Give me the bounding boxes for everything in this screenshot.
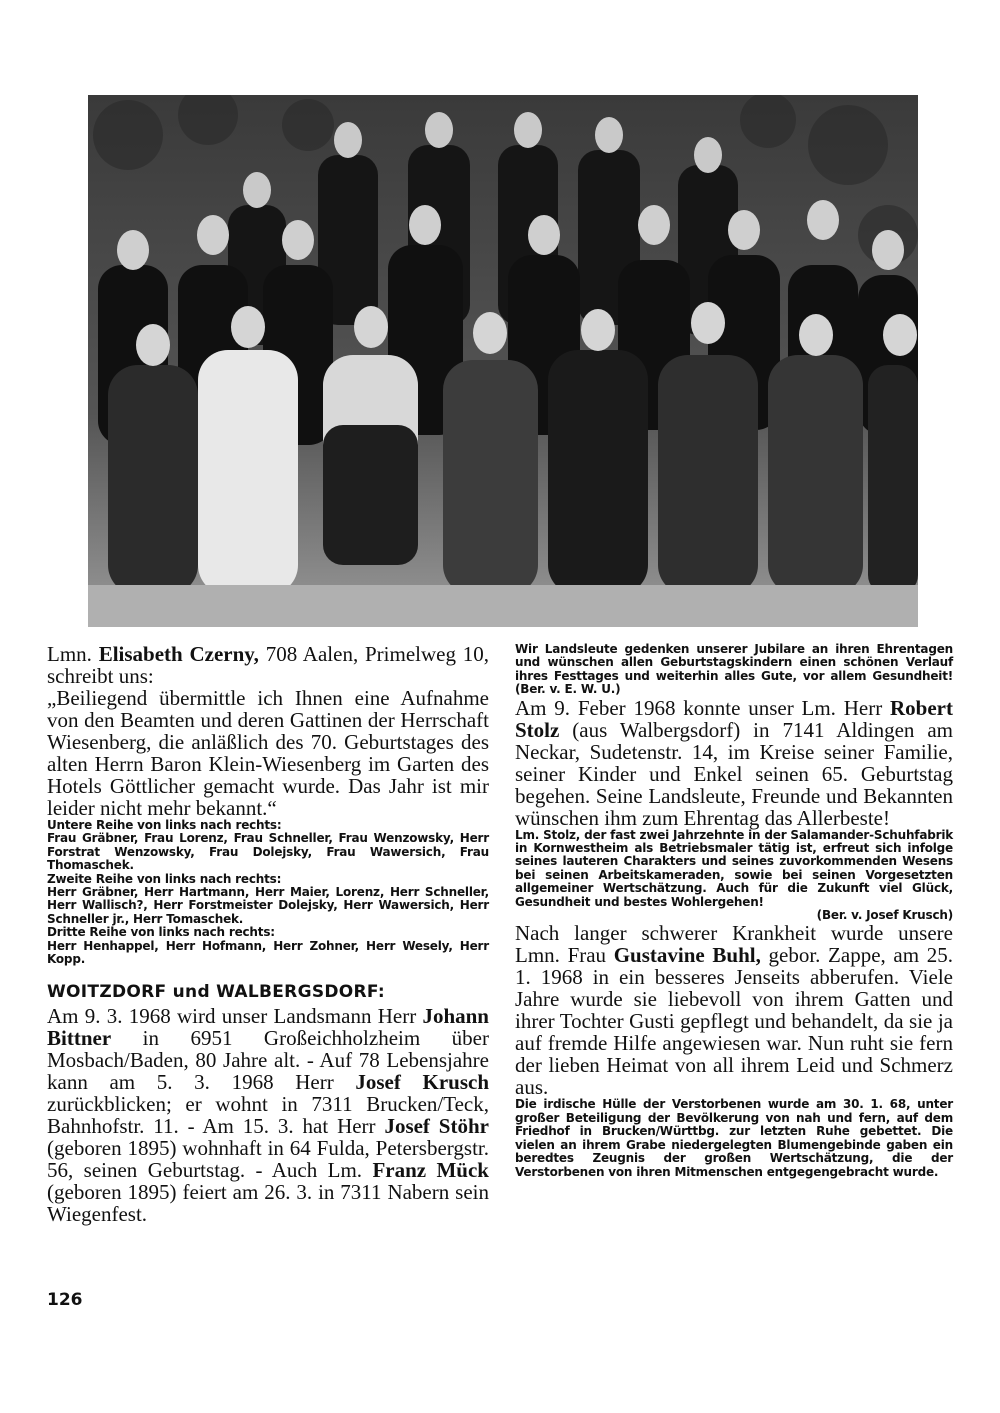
photo-illustration	[88, 95, 918, 627]
birthday-paragraph: Am 9. 3. 1968 wird unser Landsmann Herr Johann Bittner in 6951 Großeichholzheim über Mosbach/Baden, 80 Jahre alt. - Auf 78 Lebensjahre kann am 5. 3. 1968 Herr Josef Krusch zurückblicken; er wohnt in 7311 Brucken/Teck, Bahnhofstr. 11. - Am 15. 3. hat Herr Josef Stöhr (geboren 1895) wohnhaft in 64 Fulda, Petersbergstr. 56, seinen Geburtstag. - Auch Lm. Franz Mück (geboren 1895) feiert am 26. 3. in 7311 Nabern sein Wiegenfest.	[47, 1004, 490, 1227]
caption-row-label: Untere Reihe von links nach rechts:	[47, 818, 282, 832]
funeral-note: Die irdische Hülle der Verstorbenen wurde am 30. 1. 68, unter großer Beteiligung der Bevölkerung von nah und fern, auf dem Friedhof in Brucken/Württbg. zur letzten Ruhe gebettet. Die vielen an ihrem Grabe niedergelegten Blumengebinde gaben ein beredtes Zeugnis der großen Wertschätzung, die der Verstorbenen von ihren Mitmenschen entgegengebracht wurde.	[515, 1097, 953, 1179]
obituary-paragraph: Nach langer schwerer Krankheit wurde unsere Lmn. Frau Gustavine Buhl, gebor. Zappe, am 25. 1. 1968 in ein besseres Jenseits abberufen. Viele Jahre wurde sie liebevoll von ihrem Gatten und ihrer Tochter Gusti gepflegt und behandelt, da sie ja auf fremde Hilfe angewiesen war. Nun ruht sie fern der lieben Heimat von all ihrem Leid und Schmerz aus.	[515, 921, 953, 1100]
stolz-paragraph: Am 9. Feber 1968 konnte unser Lm. Herr Robert Stolz (aus Walbergsdorf) in 7141 Aldingen am Neckar, Sudetenstr. 14, im Kreise seiner Familie, seiner Kinder und Enkel seinen 65. Geburtstag begehen. Seine Landsleute, Freunde und Bekannten wünschen ihm zum Ehrentag das Allerbeste!	[515, 695, 953, 830]
stolz-signature: (Ber. v. Josef Krusch)	[816, 908, 953, 923]
jubilee-note: Wir Landsleute gedenken unserer Jubilare an ihren Ehrentagen und wünschen allen Geburtstagskindern einen schönen Verlauf ihres Festtages und weiterhin alles Gute, vor allem Gesundheit! (Ber. v. E. W. U.)	[515, 642, 953, 697]
quote-paragraph: „Beiliegend übermittle ich Ihnen eine Aufnahme von den Beamten und deren Gattinen der Herrschaft Wiesenberg, die anläßlich des 70. Geburtstages des alten Herrn Baron Klein-Wiesenberg im Garten des Hotels Göttlicher gemacht wurde. Das Jahr ist mir leider nicht mehr bekannt.“	[47, 686, 489, 820]
stolz-note: Lm. Stolz, der fast zwei Jahrzehnte in der Salamander-Schuhfabrik in Kornwestheim als Betriebsmaler tätig ist, erfreut sich infolge seines lauteren Charakters und seines zuvorkommenden Wesens bei seinen Arbeitskameraden, sowie bei seinen Vorgesetzten allgemeiner Wertschätzung. Auch für die Zukunft viel Glück, Gesundheit und bestes Wohlergehen!	[515, 827, 954, 909]
caption-row-names: Frau Gräbner, Frau Lorenz, Frau Schneller, Frau Wenzowsky, Herr Forstrat Wenzowsky, Frau Dolejsky, Frau Wawersich, Frau Thomaschek.	[47, 831, 489, 873]
caption-row-label: Zweite Reihe von links nach rechts:	[47, 871, 282, 886]
group-photograph	[88, 95, 918, 627]
caption-row-names: Herr Henhappel, Herr Hofmann, Herr Zohner, Herr Wesely, Herr Kopp.	[47, 938, 489, 967]
intro-paragraph: Lmn. Elisabeth Czerny, 708 Aalen, Primelweg 10, schreibt uns:	[47, 642, 489, 688]
right-column	[515, 643, 953, 1179]
left-column	[47, 643, 489, 1225]
caption-row-label: Dritte Reihe von links nach rechts:	[47, 925, 275, 940]
page-number: 126	[47, 1290, 83, 1310]
section-heading: WOITZDORF und WALBERGSDORF:	[47, 982, 385, 1003]
caption-row-names: Herr Gräbner, Herr Hartmann, Herr Maier, Lorenz, Herr Schneller, Herr Wallisch?, Herr Forstmeister Dolejsky, Herr Wawersich, Herr Schneller jr., Herr Tomaschek.	[47, 885, 489, 926]
